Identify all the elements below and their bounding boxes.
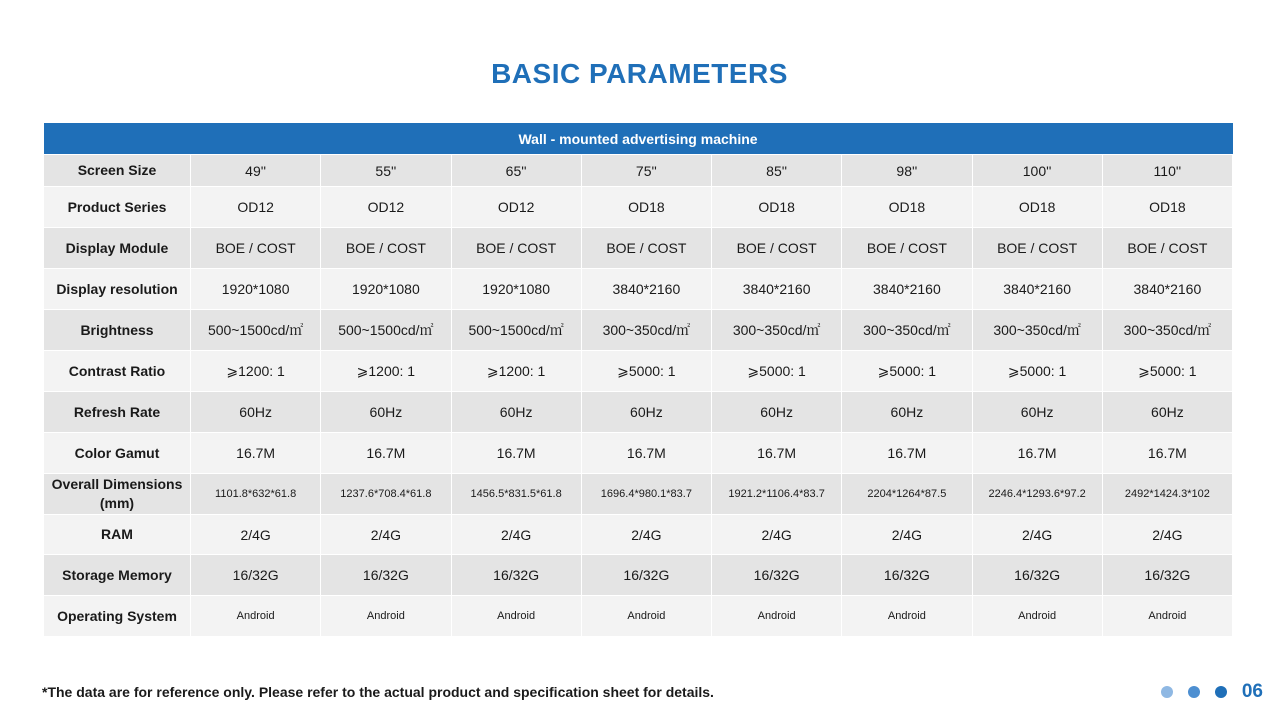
table-cell: 1920*1080 [321,269,451,310]
table-cell: ⩾5000: 1 [842,351,972,392]
table-cell: 2/4G [451,515,581,555]
table-cell: 2/4G [972,515,1102,555]
table-cell: 49'' [191,155,321,187]
table-cell: 3840*2160 [842,269,972,310]
table-cell: 16/32G [1102,555,1232,596]
row-label: Contrast Ratio [44,351,191,392]
table-cell: 98'' [842,155,972,187]
table-cell: 3840*2160 [581,269,711,310]
row-label: Refresh Rate [44,392,191,433]
table-cell: 110'' [1102,155,1232,187]
table-cell: 2/4G [581,515,711,555]
table-cell: 55'' [321,155,451,187]
table-cell: Android [451,596,581,637]
table-cell: 1237.6*708.4*61.8 [321,474,451,515]
table-cell: 75'' [581,155,711,187]
table-cell: 500~1500cd/㎡ [451,310,581,351]
table-cell: 16.7M [581,433,711,474]
footnote: *The data are for reference only. Please refer to the actual product and specification sheet for details. [42,684,714,700]
table-body [44,155,1233,637]
table-cell: BOE / COST [581,228,711,269]
pager-dot-1 [1161,686,1173,698]
table-cell: 16/32G [712,555,842,596]
table-cell: 60Hz [321,392,451,433]
table-cell: OD12 [451,187,581,228]
table-cell: 2/4G [712,515,842,555]
row-label: RAM [44,515,191,555]
table-cell: OD12 [191,187,321,228]
table-cell: 16.7M [972,433,1102,474]
table-cell: 16.7M [1102,433,1232,474]
spec-table [43,123,1233,637]
table-cell: 1696.4*980.1*83.7 [581,474,711,515]
table-cell: 60Hz [972,392,1102,433]
table-cell: BOE / COST [1102,228,1232,269]
table-cell: 60Hz [1102,392,1232,433]
table-cell: Android [972,596,1102,637]
table-cell: 300~350cd/㎡ [842,310,972,351]
table-cell: OD18 [581,187,711,228]
table-cell: ⩾5000: 1 [972,351,1102,392]
table-cell: 300~350cd/㎡ [972,310,1102,351]
page-title: BASIC PARAMETERS [491,58,788,89]
table-cell: ⩾5000: 1 [581,351,711,392]
table-cell: 16.7M [321,433,451,474]
table-cell: ⩾5000: 1 [1102,351,1232,392]
table-cell: 60Hz [451,392,581,433]
table-cell: Android [1102,596,1232,637]
table-cell: BOE / COST [321,228,451,269]
table-cell: 300~350cd/㎡ [712,310,842,351]
table-cell: Android [581,596,711,637]
table-cell: 100'' [972,155,1102,187]
table-cell: 2/4G [191,515,321,555]
table-cell: 1921.2*1106.4*83.7 [712,474,842,515]
table-cell: ⩾1200: 1 [191,351,321,392]
page-indicator [1161,680,1263,704]
table-cell: OD18 [842,187,972,228]
table-cell: ⩾5000: 1 [712,351,842,392]
table-cell: 1920*1080 [451,269,581,310]
table-cell: OD18 [1102,187,1232,228]
table-cell: ⩾1200: 1 [451,351,581,392]
table-cell: ⩾1200: 1 [321,351,451,392]
pager-dot-3 [1215,686,1227,698]
table-cell: 3840*2160 [972,269,1102,310]
table-cell: 2/4G [1102,515,1232,555]
table-cell: Android [321,596,451,637]
table-cell: BOE / COST [191,228,321,269]
page-number: 06 [1241,681,1263,702]
table-cell: BOE / COST [451,228,581,269]
table-cell: 2492*1424.3*102 [1102,474,1232,515]
table-cell: 2/4G [842,515,972,555]
table-cell: 16/32G [842,555,972,596]
table-cell: OD18 [712,187,842,228]
table-row [44,515,1233,555]
table-cell: 1920*1080 [191,269,321,310]
table-row [44,474,1233,515]
table-cell: 16/32G [191,555,321,596]
table-cell: 2246.4*1293.6*97.2 [972,474,1102,515]
table-cell: 500~1500cd/㎡ [321,310,451,351]
table-cell: Android [842,596,972,637]
table-banner: Wall - mounted advertising machine [44,123,1233,155]
table-row [44,392,1233,433]
table-cell: 500~1500cd/㎡ [191,310,321,351]
table-cell: 3840*2160 [1102,269,1232,310]
row-label: Screen Size [44,155,191,187]
table-cell: 300~350cd/㎡ [1102,310,1232,351]
table-cell: 85'' [712,155,842,187]
table-cell: 16/32G [451,555,581,596]
table-cell: OD18 [972,187,1102,228]
table-row [44,269,1233,310]
table-row [44,187,1233,228]
table-cell: 16.7M [712,433,842,474]
table-cell: BOE / COST [972,228,1102,269]
table-cell: 1101.8*632*61.8 [191,474,321,515]
table-cell: 60Hz [191,392,321,433]
table-cell: Android [712,596,842,637]
row-label: Display Module [44,228,191,269]
table-cell: 60Hz [842,392,972,433]
table-row [44,228,1233,269]
table-cell: 300~350cd/㎡ [581,310,711,351]
row-label: Color Gamut [44,433,191,474]
table-row [44,555,1233,596]
table-cell: 65'' [451,155,581,187]
table-cell: 16.7M [191,433,321,474]
row-label: Brightness [44,310,191,351]
row-label: Overall Dimensions (mm) [44,474,191,515]
table-cell: OD12 [321,187,451,228]
row-label: Product Series [44,187,191,228]
row-label: Storage Memory [44,555,191,596]
table-row [44,155,1233,187]
table-cell: 1456.5*831.5*61.8 [451,474,581,515]
table-cell: 16/32G [581,555,711,596]
table-row [44,596,1233,637]
table-cell: 2/4G [321,515,451,555]
table-row [44,351,1233,392]
row-label: Display resolution [44,269,191,310]
table-cell: 16.7M [842,433,972,474]
pager-dot-2 [1188,686,1200,698]
table-cell: 60Hz [581,392,711,433]
table-cell: 16/32G [321,555,451,596]
row-label: Operating System [44,596,191,637]
table-cell: 16.7M [451,433,581,474]
table-cell: 3840*2160 [712,269,842,310]
table-cell: 60Hz [712,392,842,433]
table-cell: 2204*1264*87.5 [842,474,972,515]
table-cell: BOE / COST [712,228,842,269]
table-cell: BOE / COST [842,228,972,269]
table-cell: Android [191,596,321,637]
table-row [44,310,1233,351]
table-cell: 16/32G [972,555,1102,596]
table-row [44,433,1233,474]
